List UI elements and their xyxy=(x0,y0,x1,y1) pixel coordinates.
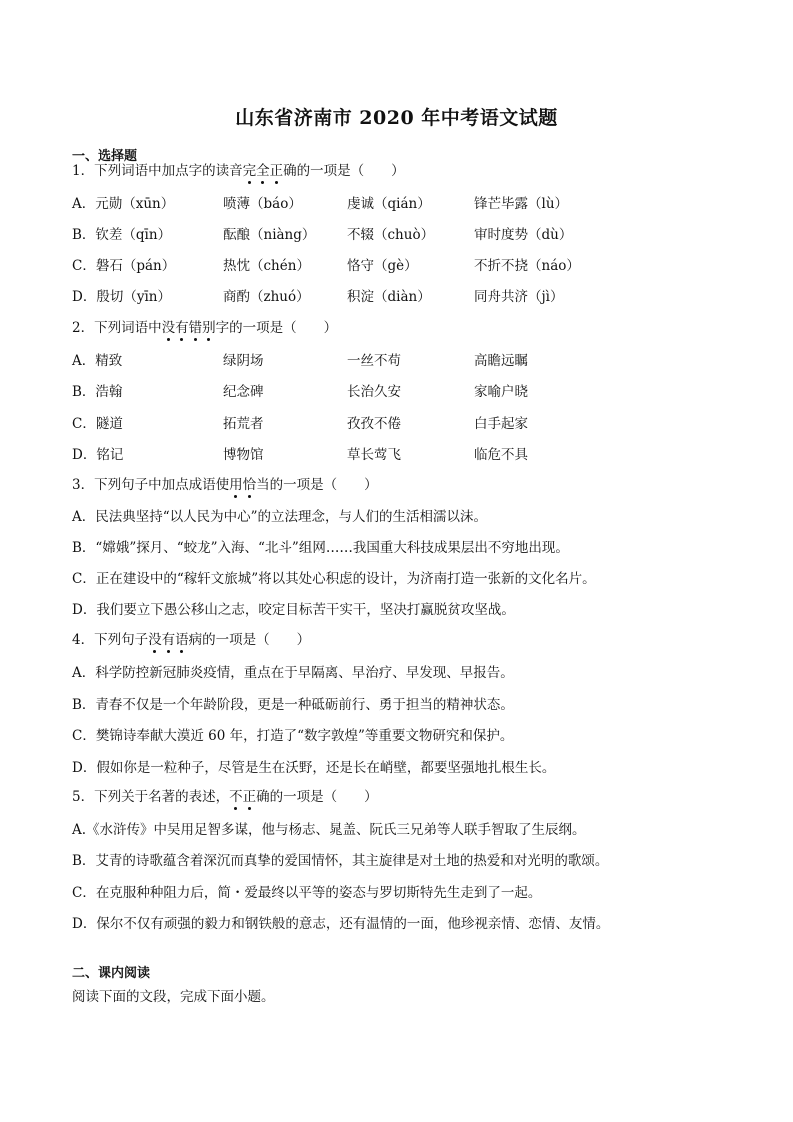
option-cell: 家喻户晓 xyxy=(474,384,528,400)
option-cell: 不辍（chuò） xyxy=(347,227,435,243)
option-cell: 草长莺飞 xyxy=(347,447,401,463)
option-cell: A．元勋（xūn） xyxy=(72,196,175,212)
question-1-option-row xyxy=(72,257,732,275)
option-cell: 虔诚（qián） xyxy=(347,196,431,212)
option-cell: B．钦差（qīn） xyxy=(72,227,172,243)
option-cell: C．隧道 xyxy=(72,416,123,432)
option-cell: 积淀（diàn） xyxy=(347,289,431,305)
option-cell: C．磐石（pán） xyxy=(72,258,176,274)
reading-instructions: 阅读下面的文段，完成下面小题。 xyxy=(72,989,275,1005)
option-cell: 商酌（zhuó） xyxy=(223,289,310,305)
dotted-char: 别 xyxy=(202,320,216,336)
question-5-option-c: C．在克服种种阻力后，简・爱最终以平等的姿态与罗切斯特先生走到了一起。 xyxy=(72,885,542,901)
dotted-char: 用 xyxy=(229,477,243,493)
option-cell: 不折不挠（náo） xyxy=(474,258,580,274)
section-heading-choice: 一、选择题 xyxy=(72,149,138,164)
option-cell: 孜孜不倦 xyxy=(347,416,401,432)
question-4-option-d: D．假如你是一粒种子，尽管是生在沃野，还是长在峭壁，都要坚强地扎根生长。 xyxy=(72,760,556,776)
option-cell: 拓荒者 xyxy=(223,416,264,432)
question-4-option-b: B．青春不仅是一个年龄阶段，更是一种砥砺前行、勇于担当的精神状态。 xyxy=(72,697,514,713)
dotted-char: 全 xyxy=(256,163,270,179)
option-cell: 同舟共济（jì） xyxy=(474,289,564,305)
option-cell: 酝酿（niàng） xyxy=(223,227,316,243)
dotted-char: 完 xyxy=(242,163,257,179)
question-4-option-c: C．樊锦诗奉献大漠近 60 年，打造了“数字敦煌”等重要文物研究和保护。 xyxy=(72,728,514,744)
option-cell: 博物馆 xyxy=(223,447,264,463)
page-title: 山东省济南市 2020 年中考语文试题 xyxy=(235,107,558,129)
dotted-char: 恰 xyxy=(242,477,257,493)
question-2-stem: 2．下列词语中没有错别字的一项是（ ） xyxy=(72,320,338,336)
option-cell: 锋芒毕露（lù） xyxy=(474,196,569,212)
option-cell: 临危不具 xyxy=(474,447,528,463)
dotted-char: 正 xyxy=(242,789,257,805)
question-2-option-row xyxy=(72,446,732,464)
question-1-option-row xyxy=(72,288,732,306)
option-cell: D．铭记 xyxy=(72,447,124,463)
question-1-stem: 1．下列词语中加点字的读音完全正确的一项是（ ） xyxy=(72,163,405,179)
dotted-char: 没 xyxy=(148,632,162,648)
option-cell: 恪守（gè） xyxy=(347,258,418,274)
option-cell: D．殷切（yīn） xyxy=(72,289,171,305)
dotted-char: 有 xyxy=(161,632,176,648)
section-heading-reading: 二、课内阅读 xyxy=(72,966,151,981)
question-3-option-d: D．我们要立下愚公移山之志，咬定目标苦干实干，坚决打赢脱贫攻坚战。 xyxy=(72,602,515,618)
option-cell: 一丝不苟 xyxy=(347,353,401,369)
option-cell: 长治久安 xyxy=(347,384,401,400)
question-4-stem: 4．下列句子没有语病的一项是（ ） xyxy=(72,632,311,648)
question-3-option-a: A．民法典坚持“以人民为中心”的立法理念，与人们的生活相濡以沫。 xyxy=(72,509,488,525)
question-3-option-b: B．“嫦娥”探月、“蛟龙”入海、“北斗”组网……我国重大科技成果层出不穷地出现。 xyxy=(72,540,569,556)
question-1-option-row xyxy=(72,195,732,213)
question-2-option-row xyxy=(72,352,732,370)
option-cell: 喷薄（báo） xyxy=(223,196,302,212)
option-cell: 热忱（chén） xyxy=(223,258,310,274)
dotted-char: 正 xyxy=(269,163,284,179)
question-3-stem: 3．下列句子中加点成语使用恰当的一项是（ ） xyxy=(72,477,378,493)
question-3-option-c: C．正在建设中的“稼轩文旅城”将以其处心积虑的设计，为济南打造一张新的文化名片。 xyxy=(72,571,596,587)
dotted-char: 不 xyxy=(229,789,243,805)
dotted-char: 错 xyxy=(188,320,203,336)
question-2-option-row xyxy=(72,383,732,401)
option-cell: 高瞻远瞩 xyxy=(474,353,528,369)
option-cell: 白手起家 xyxy=(474,416,528,432)
question-5-stem: 5．下列关于名著的表述，不正确的一项是（ ） xyxy=(72,789,378,805)
option-cell: 纪念碑 xyxy=(223,384,264,400)
dotted-char: 有 xyxy=(175,320,189,336)
question-5-option-b: B．艾青的诗歌蕴含着深沉而真挚的爱国情怀，其主旋律是对土地的热爱和对光明的歌颂。 xyxy=(72,853,609,869)
question-2-option-row xyxy=(72,415,732,433)
option-cell: 审时度势（dù） xyxy=(474,227,573,243)
option-cell: A．精致 xyxy=(72,353,123,369)
dotted-char: 没 xyxy=(161,320,176,336)
question-1-option-row xyxy=(72,226,732,244)
option-cell: B．浩翰 xyxy=(72,384,123,400)
question-5-option-a: A.《水浒传》中吴用足智多谋，他与杨志、晁盖、阮氏三兄弟等人联手智取了生辰纲。 xyxy=(72,822,586,838)
question-5-option-d: D．保尔不仅有顽强的毅力和钢铁般的意志，还有温情的一面，他珍视亲情、恋情、友情。 xyxy=(72,916,610,932)
option-cell: 绿阴场 xyxy=(223,353,264,369)
dotted-char: 语 xyxy=(175,632,189,648)
question-4-option-a: A．科学防控新冠肺炎疫情，重点在于早隔离、早治疗、早发现、早报告。 xyxy=(72,665,514,681)
